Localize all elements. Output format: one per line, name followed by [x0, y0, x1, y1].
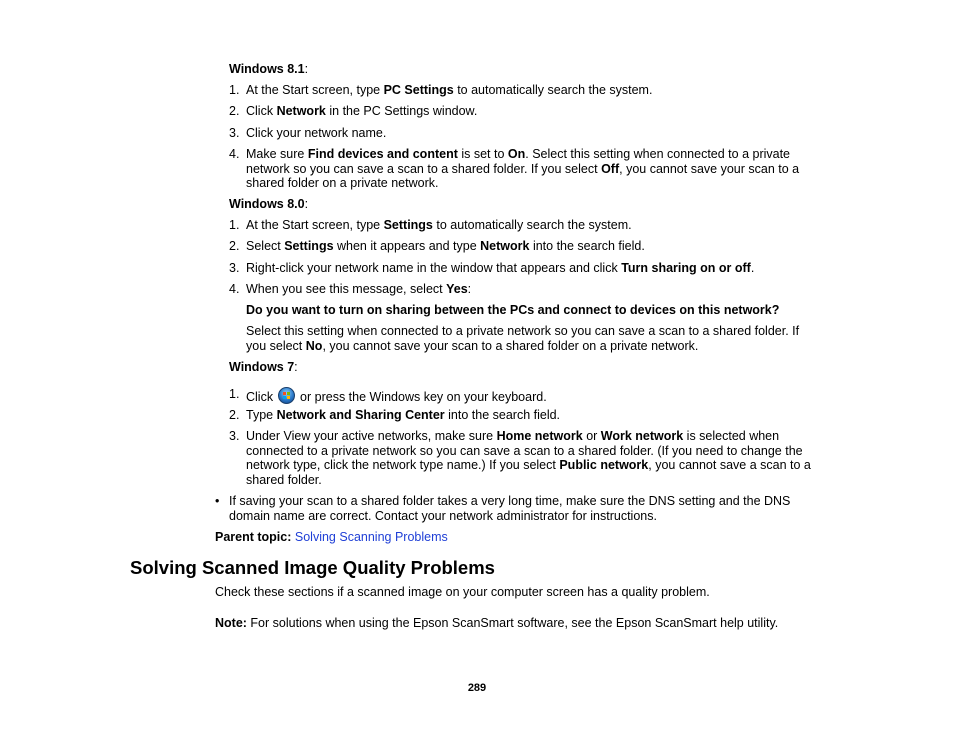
heading-windows-7: Windows 7: [229, 360, 298, 374]
heading-windows-80: Windows 8.0: [229, 197, 309, 211]
heading-windows-81: Windows 8.1: [229, 62, 309, 76]
section-note: Note: For solutions when using the Epson ScanSmart software, see the Epson ScanSmart help utility. [215, 616, 779, 630]
windows-start-icon [278, 387, 295, 404]
sharing-note: Select this setting when connected to a private network so you can save a scan to a shared folder. If you select No, you cannot save your scan to a shared folder on a private network. [246, 324, 800, 353]
page-number: 289 [467, 682, 487, 694]
bullet-mark: • [215, 494, 220, 508]
bullet-text: If saving your scan to a shared folder takes a very long time, make sure the DNS setting and the DNS domain name are correct. Contact your network administrator for instructions. [229, 494, 791, 523]
parent-topic-link[interactable]: Solving Scanning Problems [294, 530, 448, 544]
section-title: Solving Scanned Image Quality Problems [130, 557, 495, 578]
sharing-message: Do you want to turn on sharing between the PCs and connect to devices on this network? [246, 303, 780, 317]
parent-topic: Parent topic: Solving Scanning Problems [215, 530, 448, 544]
section-intro: Check these sections if a scanned image on your computer screen has a quality problem. [215, 585, 710, 599]
